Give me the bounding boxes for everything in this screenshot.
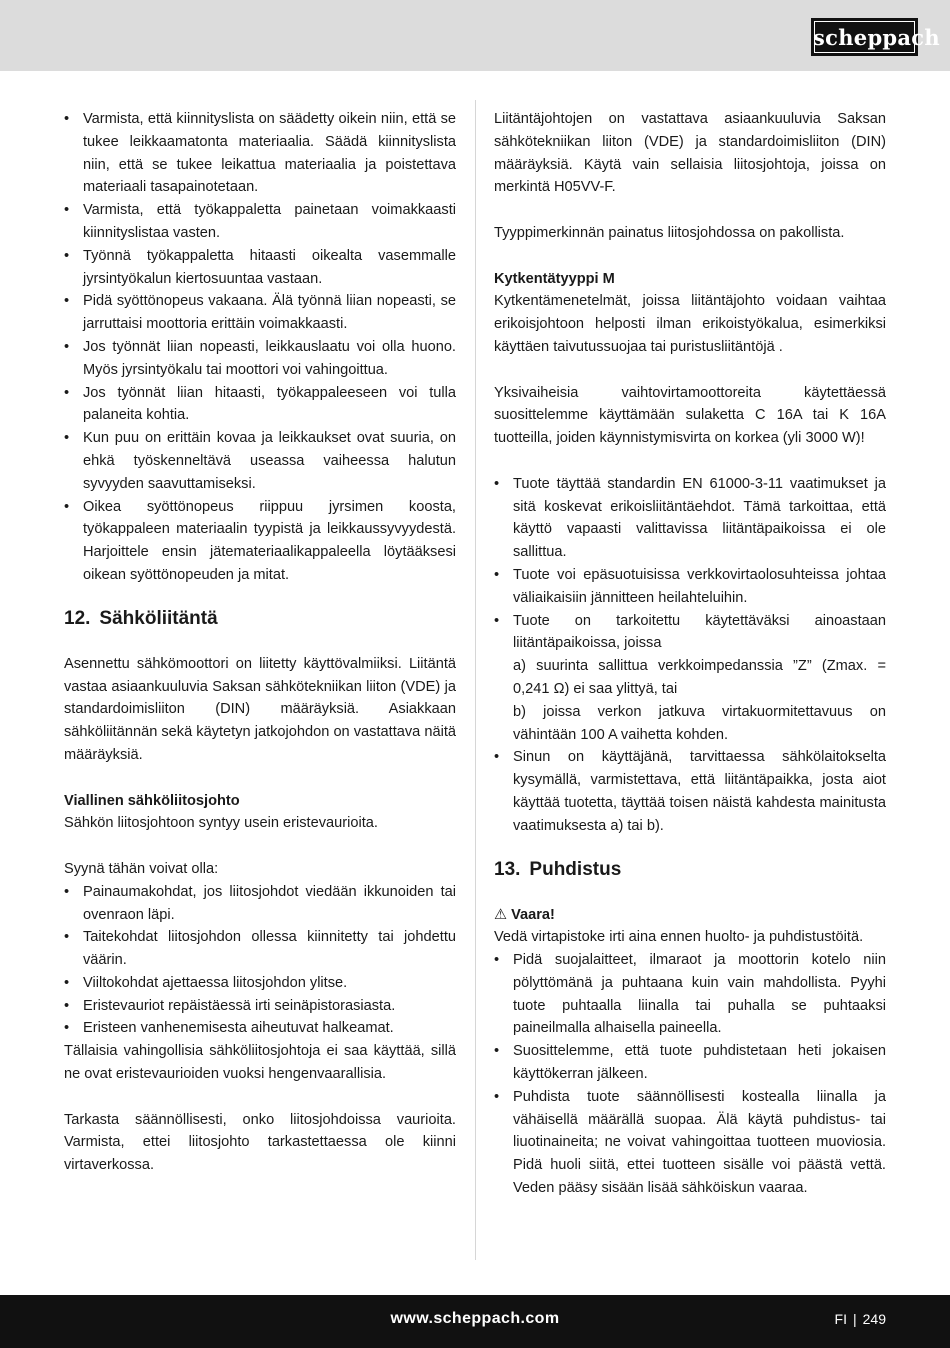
separator: | (853, 1311, 857, 1327)
footer-url: www.scheppach.com (390, 1310, 560, 1327)
subheading: Viallinen sähköliitosjohto (64, 792, 240, 809)
list-item: • Kun puu on erittäin kovaa ja leikkaukset ovat suuria, on ehkä työskenneltävä useassa vaiheessa halutun syvyyden saavuttamiseksi. (64, 427, 456, 495)
list-item: • Työnnä työkappaletta hitaasti oikealta vasemmalle jyrsintyökalun kiertosuuntaa vastaan. (64, 245, 456, 291)
list-item: • Varmista, että kiinnityslista on säädetty oikein niin, että se tukee leikkaamatonta materiaalia. Säädä kiinnityslista niin, että se tukee leikattua materiaalia ja poistettava materiaali tasapainotetaan. (64, 108, 456, 199)
paragraph: Tyyppimerkinnän painatus liitosjohdossa on pakollista. (494, 224, 845, 241)
section-number: 13. (494, 858, 521, 880)
list-item: • Pidä syöttönopeus vakaana. Älä työnnä liian nopeasti, se jarruttaisi moottoria erittäin voimakkaasti. (64, 290, 456, 336)
list-item-text: • Tuote täyttää standardin EN 61000-3-11 vaatimukset ja sitä koskevat erikoisliitäntäehdot. Tämä tarkoittaa, että käyttö vapaasti valittavissa liitäntäpaikoissa ei ole sallittua. (513, 475, 886, 561)
paragraph: Yksivaiheisia vaihtovirtamoottoreita käytettäessä suosittelemme käyttämään sulaketta C 16A tai K 16A tuotteilla, joiden käynnistymisvirta on korkea (yli 3000 W)! (494, 384, 886, 447)
subheading: Kytkentätyyppi M (494, 270, 615, 287)
paragraph: Liitäntäjohtojen on vastattava asiaankuuluvia Saksan sähkötekniikan liiton (VDE) ja standardoimisliiton (DIN) määräyksiä. Käytä vain sellaisia liitosjohtoja, joissa on merkintä H05VV-F. (494, 111, 886, 196)
left-column (64, 108, 456, 1177)
list-item: • Oikea syöttönopeus riippuu jyrsimen koosta, työkappaleen materiaalin tyypistä ja leikkaussyvyydestä. Harjoittele ensin jätemateriaalikappaleella löytääksesi oikean syöttönopeuden ja mitat. (64, 496, 456, 587)
section-title: Sähköliitäntä (99, 607, 218, 629)
section-12-heading (64, 607, 456, 631)
column-divider (475, 100, 476, 1260)
warning-heading (494, 904, 886, 927)
list-item: • Puhdista tuote säännöllisesti kostealla liinalla ja vähäisellä määrällä suopaa. Älä käytä puhdistus- tai liuotinaineita; ne voivat vahingoittaa tuotteen muoviosia. Pidä huoli siitä, ettei tuotteen sisälle voi päästä vettä. Veden pääsy sisään lisää sähköiskun vaaraa. (494, 1086, 886, 1200)
warning-triangle-icon: ⚠ (494, 906, 508, 923)
paragraph: Syynä tähän voivat olla: (64, 860, 219, 877)
list-item-text: b) joissa verkon jatkuva virtakuormitettavuus on vähintään 100 A vaihetta kohden. (513, 703, 886, 743)
right-column (494, 108, 886, 1200)
list-item: • Jos työnnät liian nopeasti, leikkauslaatu voi olla huono. Myös jyrsintyökalu tai moottori voi vahingoittua. (64, 336, 456, 382)
list-item-text: • Tuote on tarkoitettu käytettäväksi ainoastaan liitäntäpaikoissa, joissa (513, 612, 886, 652)
list-item: • Painaumakohdat, jos liitosjohdot viedään ikkunoiden tai ovenraon läpi. (64, 881, 456, 927)
list-item: • Taitekohdat liitosjohdon ollessa kiinnitetty tai johdettu väärin. (64, 926, 456, 972)
paragraph: Sähkön liitosjohtoon syntyy usein eristevaurioita. (64, 815, 378, 832)
list-item (494, 610, 886, 747)
footer-bar (0, 1295, 950, 1348)
section-number: 12. (64, 607, 91, 629)
brand-logo: scheppach (811, 18, 918, 56)
list-item: • Varmista, että työkappaletta painetaan voimakkaasti kiinnityslistaa vasten. (64, 199, 456, 245)
warning-label: Vaara! (511, 906, 555, 923)
list-item (494, 564, 886, 610)
list-item-text: • Tuote voi epäsuotuisissa verkkovirtaolosuhteissa johtaa väliaikaisiin jännitteen heilahteluihin. (513, 566, 886, 606)
page-number-value: 249 (862, 1311, 886, 1327)
paragraph: Tällaisia vahingollisia sähköliitosjohtoja ei saa käyttää, sillä ne ovat eristevaurioiden vuoksi hengenvaarallisia. (64, 1043, 456, 1083)
list-item: • Pidä suojalaitteet, ilmaraot ja moottorin kotelo niin pölyttömänä ja puhtaana kuin vain mahdollista. Pyyhi tuote puhtaalla liinalla tai puhalla se puhtaaksi paineilmalla alhaisella paineella. (494, 949, 886, 1040)
list-item: • Suosittelemme, että tuote puhdistetaan heti jokaisen käyttökerran jälkeen. (494, 1040, 886, 1086)
list-item: • Jos työnnät liian hitaasti, työkappaleeseen voi tulla palaneita kohtia. (64, 382, 456, 428)
header-band (0, 0, 950, 71)
page-number (835, 1311, 886, 1327)
language-code: FI (834, 1311, 847, 1327)
list-item (494, 746, 886, 837)
list-item-text: • Sinun on käyttäjänä, tarvittaessa sähkölaitokselta kysymällä, varmistettava, että liitäntäpaikka, josta aiot käyttää tuotetta, täyttää toisen näistä kahdesta mainitusta vaatimuksesta a) tai b). (513, 749, 886, 834)
paragraph: Kytkentämenetelmät, joissa liitäntäjohto voidaan vaihtaa erikoisjohtoon helposti ilman erikoistyökalua, esimerkiksi käyttäen taivutussuojaa tai puristusliitäntöjä . (494, 293, 886, 355)
list-item: • Eristeen vanhenemisesta aiheutuvat halkeamat. (64, 1017, 456, 1040)
section-13-heading (494, 858, 886, 882)
paragraph: Vedä virtapistoke irti aina ennen huolto- ja puhdistustöitä. (494, 929, 864, 946)
milling-tips-list (64, 108, 456, 587)
list-item: • Viiltokohdat ajettaessa liitosjohdon ylitse. (64, 972, 456, 995)
paragraph: Tarkasta säännöllisesti, onko liitosjohdoissa vaurioita. Varmista, ettei liitosjohto tarkastettaessa ole kiinni virtaverkossa. (64, 1111, 456, 1174)
list-item: • Eristevauriot repäistäessä irti seinäpistorasiasta. (64, 995, 456, 1018)
causes-list (64, 881, 456, 1041)
standard-list (494, 473, 886, 838)
cleaning-list (494, 949, 886, 1200)
list-item-text: a) suurinta sallittua verkkoimpedanssia ”Z” (Zmax. = 0,241 Ω) ei saa ylittyä, tai (513, 658, 886, 697)
section-title: Puhdistus (529, 858, 622, 880)
paragraph: Asennettu sähkömoottori on liitetty käyttövalmiiksi. Liitäntä vastaa asiaankuuluvia Saksan sähkötekniikan liiton (VDE) ja standardoimisliiton (DIN) määräyksiä. Asiakkaan sähköliitännän sekä käytetyn jatkojohdon on vastattava näitä määräyksiä. (64, 655, 456, 763)
list-item (494, 473, 886, 564)
